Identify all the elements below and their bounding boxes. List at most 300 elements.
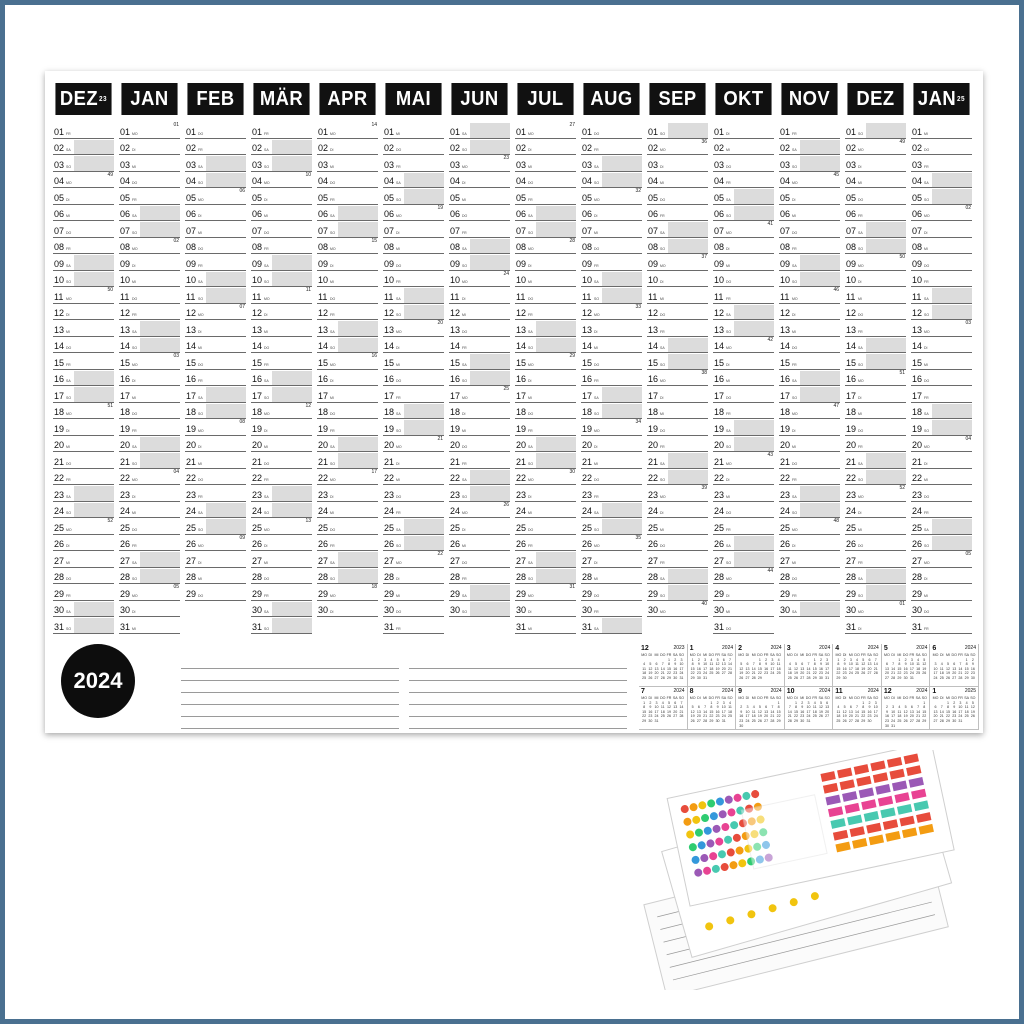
mini-weekday: MI <box>848 696 853 700</box>
day-row <box>251 617 312 634</box>
day-number: 30 <box>516 605 527 615</box>
weekday-abbr: FR <box>858 445 863 449</box>
day-row <box>713 254 774 271</box>
mini-day: 7 <box>917 705 920 710</box>
mini-day: 25 <box>812 714 817 719</box>
weekday-abbr: MO <box>66 296 72 301</box>
mini-day: 7 <box>680 700 683 705</box>
weekday-abbr: MI <box>858 296 862 301</box>
day-row <box>911 403 972 420</box>
day-row <box>53 535 114 552</box>
day-row <box>53 601 114 618</box>
mini-day: 2 <box>868 700 871 705</box>
mini-day: 20 <box>764 714 769 719</box>
mini-day: 19 <box>903 714 908 719</box>
weekday-abbr: DI <box>594 214 598 218</box>
day-row <box>515 155 576 172</box>
mini-day: 25 <box>836 718 841 723</box>
mini-weekday: DI <box>745 696 750 700</box>
day-number: 18 <box>648 407 659 417</box>
day-row <box>119 304 180 321</box>
mini-weekday: SA <box>769 653 775 657</box>
day-row <box>845 188 906 205</box>
day-number: 10 <box>582 275 593 285</box>
weekday-abbr: DO <box>726 280 732 284</box>
day-row <box>53 172 114 189</box>
mini-day: 28 <box>787 718 792 723</box>
mini-day: 21 <box>939 714 944 719</box>
week-number: 48 <box>833 518 839 524</box>
mini-year: 2024 <box>819 645 831 651</box>
weekday-abbr: DO <box>462 560 468 565</box>
mini-day: 1 <box>758 657 761 662</box>
weekday-abbr: DO <box>528 412 534 416</box>
mini-day: 4 <box>837 705 840 710</box>
mini-day: 7 <box>752 662 755 667</box>
mini-month-number: 1 <box>932 688 937 695</box>
mini-day: 24 <box>806 714 811 719</box>
mini-day: 28 <box>806 675 811 680</box>
month-label: MÄR <box>259 87 304 110</box>
day-number: 16 <box>318 374 329 384</box>
mini-day: 24 <box>958 714 963 719</box>
mini-day: 16 <box>696 666 701 671</box>
weekday-abbr: SO <box>330 230 336 235</box>
day-row <box>449 188 510 205</box>
month-label: DEZ <box>856 87 895 110</box>
day-row <box>911 535 972 552</box>
day-row <box>251 485 312 502</box>
day-number: 15 <box>912 357 923 368</box>
mini-day: 14 <box>660 666 665 671</box>
day-number: 21 <box>648 456 659 467</box>
day-row <box>251 403 312 420</box>
mini-day: 17 <box>721 709 726 714</box>
day-row <box>713 304 774 321</box>
day-row <box>911 155 972 172</box>
weekday-abbr: MO <box>132 362 138 367</box>
day-number: 15 <box>516 357 527 368</box>
day-number: 28 <box>516 572 527 582</box>
weekday-abbr: SA <box>792 494 797 499</box>
day-row <box>317 254 378 271</box>
mini-day: 9 <box>819 662 822 667</box>
week-number: 47 <box>833 402 839 409</box>
weekday-abbr: SA <box>858 577 863 581</box>
mini-day: 25 <box>642 675 647 680</box>
day-row <box>449 502 510 519</box>
mini-day: 4 <box>965 700 968 705</box>
weekday-abbr: SO <box>198 296 204 301</box>
day-row <box>581 617 642 634</box>
mini-day: 18 <box>642 671 647 676</box>
weekday-abbr: FR <box>264 247 269 251</box>
weekday-abbr: FR <box>792 131 797 136</box>
mini-day: 9 <box>843 662 846 667</box>
day-row <box>779 337 840 354</box>
day-row <box>185 122 246 139</box>
day-number: 21 <box>186 456 197 467</box>
mini-day: 28 <box>703 718 708 723</box>
day-row <box>251 551 312 568</box>
mini-day: 31 <box>909 675 914 680</box>
day-number: 02 <box>516 143 527 153</box>
weekday-abbr: DO <box>660 544 666 548</box>
mini-day: 5 <box>649 662 652 667</box>
day-row <box>449 172 510 189</box>
day-number: 22 <box>648 473 659 483</box>
day-row <box>779 601 840 618</box>
day-row <box>911 238 972 255</box>
weekday-abbr: MI <box>264 560 268 565</box>
weekday-abbr: SA <box>264 263 269 268</box>
weekday-abbr: DI <box>858 395 862 400</box>
day-number: 05 <box>714 192 725 203</box>
day-row <box>779 353 840 370</box>
month-column <box>317 83 378 617</box>
day-number: 04 <box>120 176 131 186</box>
mini-day: 5 <box>716 657 719 662</box>
weekday-abbr: DO <box>594 131 600 136</box>
week-number: 44 <box>767 567 773 574</box>
mini-day: 12 <box>818 705 823 710</box>
mini-weekday: DO <box>951 696 957 700</box>
weekday-abbr: MI <box>264 214 268 218</box>
week-number: 50 <box>107 287 113 293</box>
mini-day: 6 <box>910 705 913 710</box>
weekday-abbr: FR <box>528 313 533 317</box>
weekday-abbr: DI <box>528 610 532 614</box>
mini-day: 4 <box>813 700 816 705</box>
mini-day: 29 <box>690 675 695 680</box>
month-column <box>845 83 906 634</box>
week-number: 23 <box>503 155 509 161</box>
day-row <box>449 568 510 585</box>
mini-day: 19 <box>715 666 720 671</box>
day-number: 08 <box>54 242 65 252</box>
day-number: 20 <box>384 440 395 450</box>
mini-day: 3 <box>892 705 895 710</box>
mini-day: 13 <box>721 662 726 667</box>
week-number: 36 <box>701 138 707 145</box>
mini-day: 9 <box>801 705 804 710</box>
mini-weekday: SO <box>727 696 733 700</box>
mini-day: 18 <box>812 709 817 714</box>
mini-day: 7 <box>892 662 895 667</box>
weekday-abbr: MO <box>198 544 204 548</box>
day-number: 11 <box>384 291 394 302</box>
day-row <box>779 287 840 304</box>
mini-day: 30 <box>800 718 805 723</box>
day-number: 13 <box>780 324 791 335</box>
mini-day: 27 <box>800 675 805 680</box>
weekday-abbr: SO <box>462 148 468 152</box>
day-number: 04 <box>648 176 659 186</box>
day-number: 07 <box>648 225 659 236</box>
day-number: 25 <box>384 522 395 533</box>
day-row <box>515 221 576 238</box>
day-number: 24 <box>516 506 527 516</box>
day-number: 28 <box>648 572 659 582</box>
day-number: 06 <box>780 209 791 219</box>
mini-day: 19 <box>794 671 799 676</box>
mini-day: 15 <box>776 709 781 714</box>
mini-day: 29 <box>964 675 969 680</box>
day-row <box>53 617 114 634</box>
mini-day: 31 <box>806 718 811 723</box>
day-row <box>383 568 444 585</box>
weekday-abbr: SO <box>858 362 864 367</box>
day-number: 29 <box>582 588 593 599</box>
mini-day: 16 <box>867 709 872 714</box>
mini-day: 10 <box>745 709 750 714</box>
day-number: 09 <box>582 258 593 269</box>
day-row <box>251 205 312 222</box>
mini-day: 15 <box>945 709 950 714</box>
day-number: 07 <box>318 225 329 236</box>
day-row <box>383 469 444 486</box>
weekday-abbr: FR <box>726 527 731 532</box>
day-row <box>119 617 180 634</box>
day-number: 18 <box>780 407 791 417</box>
day-row <box>185 271 246 288</box>
day-number: 30 <box>318 605 329 615</box>
weekday-abbr: SO <box>858 478 864 482</box>
mini-day: 3 <box>771 657 774 662</box>
day-number: 06 <box>318 209 329 219</box>
weekday-abbr: SO <box>858 247 864 251</box>
day-number: 22 <box>516 473 527 483</box>
day-row <box>251 122 312 139</box>
mini-year: 2023 <box>673 645 685 651</box>
day-number: 18 <box>384 407 395 417</box>
day-row <box>185 502 246 519</box>
day-number: 26 <box>516 539 527 549</box>
day-number: 12 <box>186 308 197 318</box>
month-column <box>251 83 312 634</box>
mini-day: 12 <box>903 709 908 714</box>
day-number: 06 <box>846 209 857 219</box>
month-column <box>383 83 444 634</box>
day-row <box>845 436 906 453</box>
day-number: 10 <box>120 275 131 285</box>
day-number: 31 <box>54 621 65 632</box>
mini-day: 9 <box>868 705 871 710</box>
mini-day: 23 <box>867 714 872 719</box>
day-row <box>647 287 708 304</box>
day-number: 15 <box>846 357 857 368</box>
weekday-abbr: SO <box>660 131 666 136</box>
mini-weekday: MO <box>689 696 696 700</box>
weekday-abbr: MI <box>726 494 730 499</box>
mini-day: 10 <box>933 666 938 671</box>
week-number: 25 <box>503 386 509 392</box>
month-label: JAN <box>130 87 169 110</box>
mini-day: 6 <box>674 700 677 705</box>
day-row <box>779 535 840 552</box>
day-row <box>449 205 510 222</box>
mini-day: 29 <box>945 718 950 723</box>
weekday-abbr: DO <box>66 461 72 466</box>
day-number: 27 <box>912 555 923 566</box>
day-number: 17 <box>846 390 857 401</box>
day-row <box>581 502 642 519</box>
weekday-abbr: MO <box>924 560 930 565</box>
day-row <box>53 188 114 205</box>
day-number: 20 <box>54 440 65 450</box>
day-number: 01 <box>252 126 263 137</box>
day-row <box>383 518 444 535</box>
day-row <box>251 386 312 403</box>
mini-day: 25 <box>855 671 860 676</box>
sticker-sheets-illustration <box>617 750 967 990</box>
weekday-abbr: DI <box>132 263 136 268</box>
day-row <box>449 452 510 469</box>
day-number: 18 <box>450 407 461 417</box>
day-number: 20 <box>912 440 923 450</box>
day-row <box>845 617 906 634</box>
day-number: 31 <box>384 621 395 632</box>
day-number: 13 <box>384 324 395 335</box>
weekday-abbr: FR <box>528 197 533 202</box>
day-number: 08 <box>516 242 527 252</box>
day-number: 17 <box>252 390 263 401</box>
weekday-abbr: DI <box>330 610 334 614</box>
day-number: 11 <box>912 291 922 302</box>
day-row <box>779 584 840 601</box>
day-number: 31 <box>714 621 725 632</box>
day-row <box>449 337 510 354</box>
mini-year: 2025 <box>964 688 976 694</box>
mini-day: 23 <box>739 718 744 723</box>
weekday-abbr: MI <box>594 461 598 466</box>
mini-month-number: 11 <box>835 688 843 695</box>
mini-day: 6 <box>722 657 725 662</box>
day-row <box>119 403 180 420</box>
day-number: 19 <box>186 423 197 434</box>
mini-day: 28 <box>873 671 878 676</box>
day-number: 07 <box>450 225 461 236</box>
day-number: 06 <box>648 209 659 219</box>
mini-day: 5 <box>862 657 865 662</box>
day-number: 16 <box>384 374 395 384</box>
mini-day: 27 <box>745 675 750 680</box>
day-row <box>779 188 840 205</box>
month-header <box>187 83 243 115</box>
mini-day: 12 <box>715 662 720 667</box>
mini-year: 2024 <box>867 645 879 651</box>
weekday-abbr: SA <box>792 610 797 614</box>
day-row <box>581 485 642 502</box>
weekday-abbr: SA <box>528 445 533 449</box>
day-number: 03 <box>582 159 593 170</box>
mini-day: 21 <box>703 714 708 719</box>
weekday-abbr: MI <box>594 346 598 350</box>
weekday-abbr: SO <box>924 428 930 433</box>
day-row <box>911 568 972 585</box>
weekday-abbr: SO <box>462 494 468 499</box>
mini-weekday: SO <box>775 696 782 700</box>
day-row <box>383 188 444 205</box>
mini-day: 24 <box>891 718 896 723</box>
weekday-abbr: DI <box>924 230 928 235</box>
day-number: 21 <box>450 456 461 467</box>
day-row <box>185 205 246 222</box>
day-number: 27 <box>582 555 593 566</box>
day-number: 30 <box>714 605 725 615</box>
mini-year: 2024 <box>916 688 928 694</box>
mini-weekday: MI <box>751 653 756 657</box>
day-row <box>119 452 180 469</box>
day-number: 16 <box>120 374 131 384</box>
month-label: DEZ <box>59 87 99 110</box>
mini-day: 20 <box>909 714 914 719</box>
day-row <box>713 122 774 139</box>
day-number: 19 <box>846 423 857 434</box>
day-row <box>53 485 114 502</box>
mini-day: 21 <box>916 714 921 719</box>
day-number: 06 <box>186 209 197 219</box>
day-number: 12 <box>846 308 857 318</box>
mini-weekday: DO <box>660 696 666 700</box>
day-number: 09 <box>318 258 329 269</box>
day-number: 26 <box>318 539 329 549</box>
day-number: 30 <box>648 605 659 615</box>
mini-day: 4 <box>729 700 732 705</box>
mini-day: 2 <box>971 657 974 662</box>
mini-day: 28 <box>891 675 896 680</box>
mini-weekday: DO <box>854 696 860 700</box>
mini-day: 3 <box>934 662 937 667</box>
day-number: 16 <box>648 374 659 384</box>
day-row <box>779 320 840 337</box>
day-number: 29 <box>318 588 329 599</box>
weekday-abbr: FR <box>396 395 401 400</box>
mini-day: 28 <box>958 675 963 680</box>
weekday-abbr: MO <box>198 428 204 433</box>
week-number: 49 <box>899 138 905 145</box>
day-row <box>317 139 378 156</box>
day-number: 21 <box>318 456 329 467</box>
mini-day: 2 <box>843 657 846 662</box>
day-row <box>713 469 774 486</box>
mini-month-number: 4 <box>835 645 840 652</box>
mini-weekday: SA <box>964 696 970 700</box>
mini-day: 28 <box>770 718 775 723</box>
day-row <box>779 469 840 486</box>
day-row <box>449 469 510 486</box>
weekday-abbr: MI <box>396 362 400 367</box>
day-number: 10 <box>384 275 395 285</box>
day-row <box>185 337 246 354</box>
day-row <box>713 172 774 189</box>
weekday-abbr: MO <box>396 214 402 218</box>
mini-day: 27 <box>867 671 872 676</box>
day-row <box>251 271 312 288</box>
weekday-abbr: DO <box>660 313 666 317</box>
weekday-abbr: DO <box>594 247 600 251</box>
day-number: 18 <box>714 407 725 417</box>
mini-weekday: DO <box>902 696 909 700</box>
mini-day: 25 <box>897 718 902 723</box>
weekday-abbr: FR <box>66 131 71 136</box>
day-row <box>779 205 840 222</box>
day-row <box>515 403 576 420</box>
weekday-abbr: DI <box>792 197 796 202</box>
weekday-abbr: FR <box>858 214 863 218</box>
mini-day: 21 <box>770 714 775 719</box>
day-row <box>251 353 312 370</box>
